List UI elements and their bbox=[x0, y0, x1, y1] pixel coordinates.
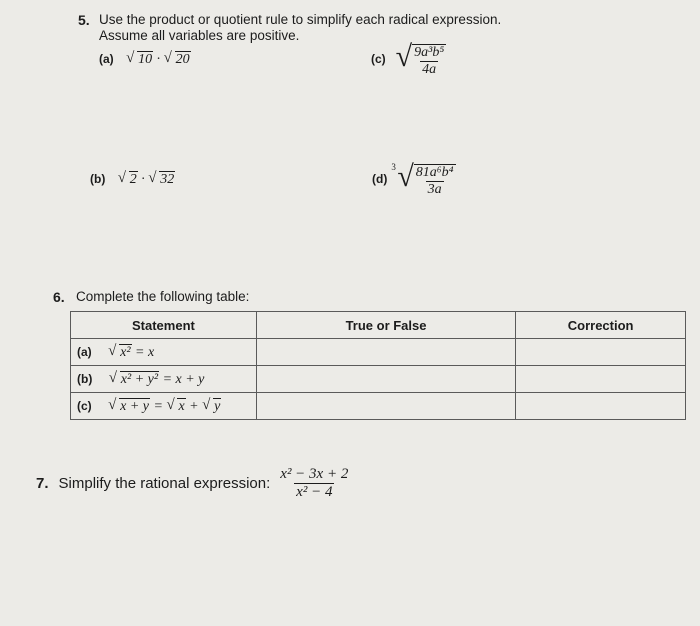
statement-cell bbox=[71, 339, 257, 366]
dot: · bbox=[156, 52, 161, 67]
table-row bbox=[71, 339, 686, 366]
radicand: 10 bbox=[138, 52, 153, 67]
problem-5b bbox=[90, 170, 175, 188]
table-row bbox=[71, 366, 686, 393]
correction-cell[interactable] bbox=[516, 393, 686, 420]
equation-rest: = x bbox=[131, 345, 155, 360]
part-label: (b) bbox=[90, 172, 106, 186]
problem-5-assumption: Assume all variables are positive. bbox=[99, 28, 300, 43]
radicand: 20 bbox=[175, 52, 190, 67]
radicand: x² bbox=[120, 345, 131, 360]
equals: = bbox=[150, 399, 167, 414]
problem-5-number: 5. bbox=[78, 12, 90, 28]
fraction-denominator: 4a bbox=[422, 62, 437, 77]
dot: · bbox=[141, 172, 145, 187]
part-label: (d) bbox=[372, 172, 388, 186]
problem-7-instructions: Simplify the rational expression: bbox=[58, 475, 271, 492]
true-false-cell[interactable] bbox=[256, 393, 515, 420]
radicand: 32 bbox=[160, 172, 175, 187]
problem-5-instructions: Use the product or quotient rule to simplify each radical expression. bbox=[99, 12, 502, 27]
radicand: 2 bbox=[129, 172, 137, 187]
problem-5a bbox=[99, 50, 191, 68]
table-header-row bbox=[71, 312, 686, 339]
correction-cell[interactable] bbox=[516, 366, 686, 393]
true-false-cell[interactable] bbox=[256, 339, 515, 366]
header-statement: Statement bbox=[71, 312, 257, 339]
problem-7-number: 7. bbox=[36, 475, 49, 492]
fraction-numerator: 81a⁶b⁴ bbox=[415, 165, 454, 180]
truth-table bbox=[70, 311, 686, 420]
problem-5d: (d) 3 √ $\frac{\text{81a⁶b⁴}}{3a}$ bbox=[372, 160, 454, 197]
fraction-denominator: x² − 4 bbox=[296, 484, 333, 500]
fraction-numerator: 9a³b⁵ bbox=[414, 45, 445, 60]
part-label: (a) bbox=[99, 52, 114, 66]
problem-7 bbox=[36, 466, 350, 501]
radicand: x + y bbox=[120, 399, 149, 414]
problem-6-instructions: Complete the following table: bbox=[76, 289, 250, 304]
radicand: y bbox=[214, 399, 221, 414]
row-label: (a) bbox=[77, 345, 92, 359]
radicand: x bbox=[178, 399, 185, 414]
fraction-denominator: 3a bbox=[427, 182, 442, 197]
radicand: x² + y² bbox=[120, 372, 159, 387]
true-false-cell[interactable] bbox=[256, 366, 515, 393]
row-label: (b) bbox=[77, 372, 93, 386]
header-correction: Correction bbox=[516, 312, 686, 339]
problem-5c: (c) √ $\frac{\text{9a³b⁵}}{4a}$ bbox=[371, 40, 445, 77]
statement-cell bbox=[71, 393, 257, 420]
problem-6-number: 6. bbox=[53, 289, 65, 305]
equation-rest: = x + y bbox=[159, 372, 205, 387]
part-label: (c) bbox=[371, 52, 386, 66]
table-row bbox=[71, 393, 686, 420]
header-true-or-false: True or False bbox=[256, 312, 515, 339]
row-label: (c) bbox=[77, 399, 92, 413]
root-index: 3 bbox=[391, 162, 396, 172]
correction-cell[interactable] bbox=[516, 339, 686, 366]
statement-cell bbox=[71, 366, 257, 393]
plus: + bbox=[185, 399, 203, 414]
fraction-numerator: x² − 3x + 2 bbox=[280, 466, 349, 482]
